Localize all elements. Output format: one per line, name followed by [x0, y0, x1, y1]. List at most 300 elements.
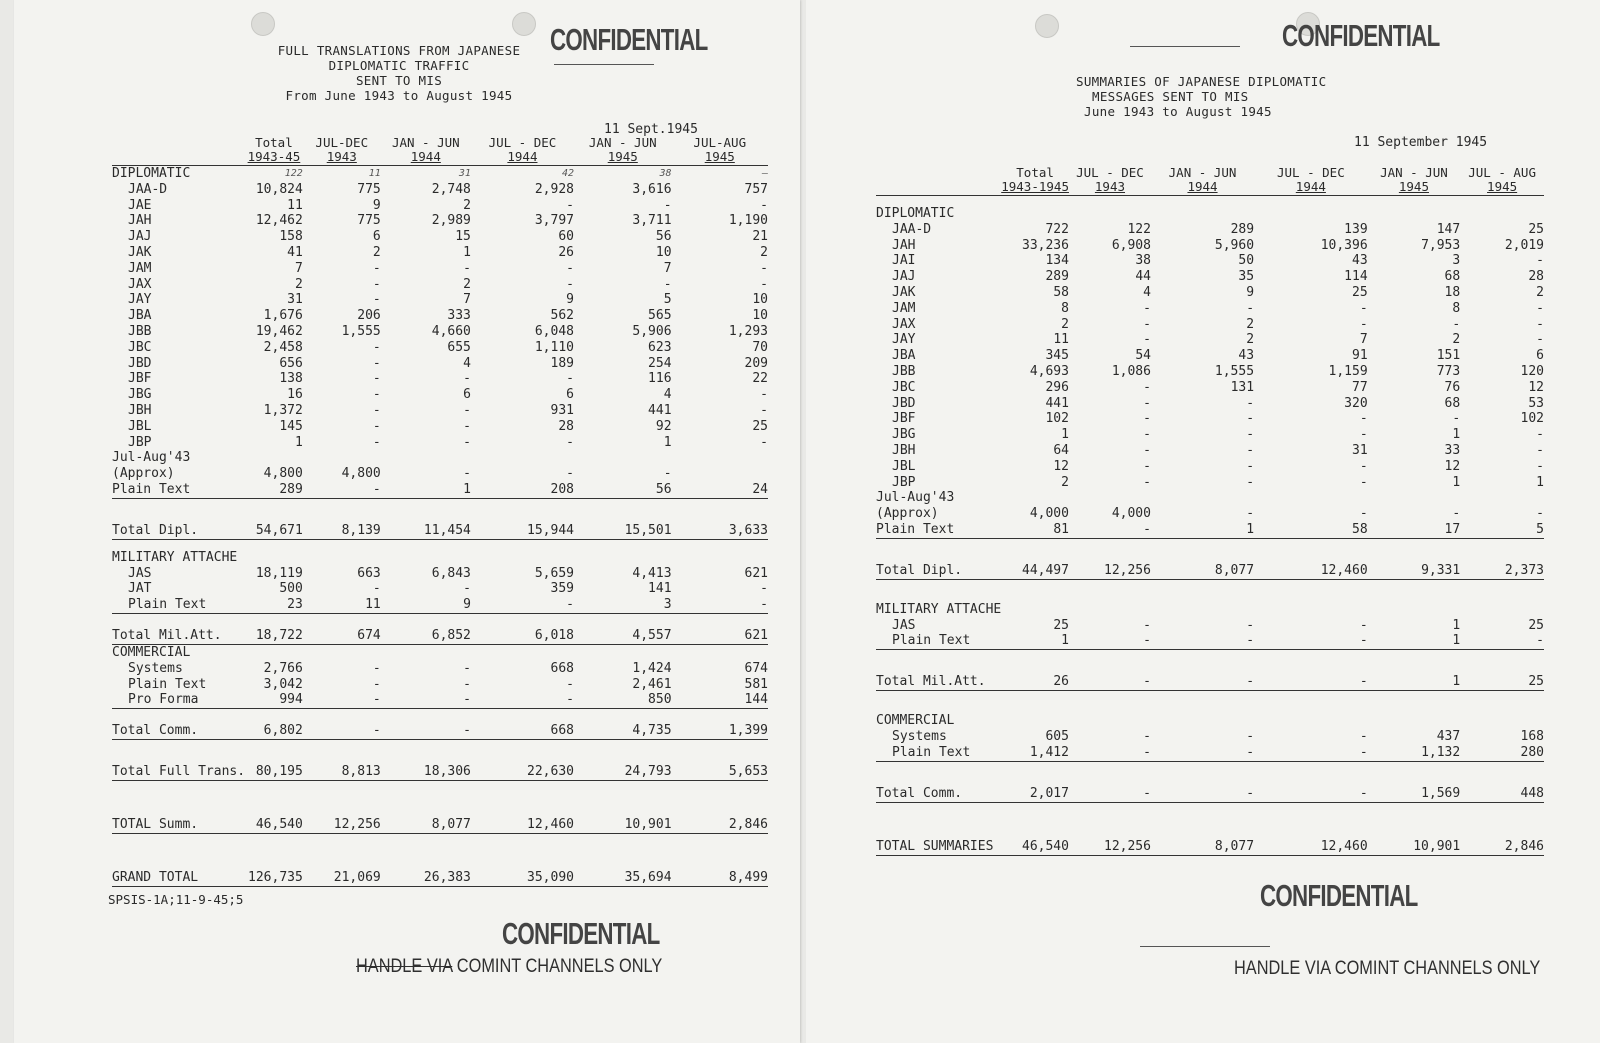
row-value: 6,048 — [534, 323, 574, 339]
row-value: 92 — [655, 418, 672, 434]
row-value: - — [760, 276, 768, 292]
spacer-cell — [1151, 650, 1254, 661]
spacer-cell — [471, 834, 574, 857]
row-label: Total Comm. — [876, 772, 1001, 803]
row-value: 25 — [1460, 660, 1544, 691]
row-label: JBP — [128, 434, 152, 450]
row-label: Total Mil.Att. — [876, 660, 1001, 691]
row-value: 46,540 — [245, 803, 303, 834]
row-value: - — [463, 418, 471, 434]
row-value: 56 — [655, 229, 672, 245]
row-value: 102 — [1045, 411, 1069, 427]
empty-cell — [1069, 713, 1151, 729]
spacer-cell — [303, 498, 381, 509]
spacer-cell — [245, 834, 303, 857]
row-value: - — [1359, 506, 1368, 522]
column-header-period: JUL - DEC — [1276, 165, 1345, 180]
row-value: - — [1246, 411, 1255, 427]
spacer-cell — [1460, 196, 1544, 207]
row-value: 120 — [1520, 363, 1544, 379]
row-value: - — [1359, 617, 1368, 633]
row-value: 12,460 — [1254, 549, 1368, 580]
empty-cell — [672, 644, 768, 660]
table-header-row — [112, 136, 768, 166]
section-label: DIPLOMATIC — [876, 206, 955, 221]
spacer-cell — [303, 781, 381, 804]
row-value: 10 — [752, 308, 768, 324]
row-value: 12 — [1528, 379, 1544, 395]
row-value: 2,766 — [263, 660, 303, 676]
table-row — [876, 238, 1544, 254]
row-value: 10,396 — [1320, 237, 1368, 253]
row-value: 58 — [1254, 522, 1368, 538]
spacer-cell — [1460, 538, 1544, 549]
row-value: 25 — [1053, 617, 1069, 633]
row-value: 4,660 — [431, 323, 471, 339]
total-row — [112, 613, 768, 644]
spacer-cell — [112, 498, 245, 509]
table-row — [112, 261, 768, 277]
row-value: - — [1143, 617, 1151, 633]
row-value: 1,190 — [728, 213, 768, 229]
row-value: 4,557 — [574, 613, 672, 644]
empty-cell — [1001, 206, 1069, 222]
column-header-year: 1945 — [704, 149, 735, 164]
spacer-cell — [574, 834, 672, 857]
section-row — [876, 206, 1544, 222]
row-value: 9 — [381, 597, 471, 613]
row-value: 9 — [372, 197, 381, 213]
row-label: JBP — [892, 474, 916, 490]
row-value: 2 — [1061, 316, 1069, 332]
spacer-row — [112, 740, 768, 751]
table-row — [876, 364, 1544, 380]
spacer-row — [876, 538, 1544, 549]
row-value: 31 — [287, 292, 303, 308]
row-value: - — [463, 371, 471, 387]
spacer-cell — [112, 539, 245, 550]
row-label: JBC — [128, 339, 152, 355]
row-value: 58 — [1053, 284, 1069, 300]
table-row — [876, 253, 1544, 269]
handling-caveat: HANDLE VIA COMINT CHANNELS ONLY — [1234, 958, 1541, 979]
row-value: 6 — [463, 387, 471, 403]
spacer-cell — [1368, 691, 1461, 714]
empty-cell — [1368, 602, 1461, 618]
row-label: JAK — [892, 284, 916, 300]
row-value: 2 — [1452, 332, 1461, 348]
row-label: JAY — [128, 292, 152, 308]
spacer-cell — [471, 498, 574, 509]
row-value: 43 — [1352, 253, 1368, 269]
row-value: - — [1536, 300, 1544, 316]
total-row — [112, 750, 768, 781]
row-label: Plain Text — [876, 745, 1001, 761]
spacer-cell — [1368, 538, 1461, 549]
spacer-cell — [1151, 761, 1254, 772]
table-row — [876, 285, 1544, 301]
row-value: 46,540 — [1001, 825, 1069, 856]
row-value: 2,373 — [1460, 549, 1544, 580]
table-row — [112, 213, 768, 229]
row-value: 53 — [1528, 395, 1544, 411]
row-value: - — [1254, 633, 1368, 649]
column-header — [1069, 166, 1151, 196]
row-label: JBB — [892, 363, 916, 379]
row-value: 722 — [1045, 221, 1069, 237]
empty-cell — [471, 644, 574, 660]
empty-cell — [1001, 602, 1069, 618]
spacer-cell — [381, 498, 471, 509]
row-label: (Approx) — [876, 506, 939, 522]
spacer-cell — [1368, 650, 1461, 661]
row-label: JAA-D — [128, 181, 168, 197]
table-row — [112, 435, 768, 451]
row-value: 1,555 — [341, 323, 381, 339]
row-value: 12,256 — [303, 803, 381, 834]
row-value: 19,462 — [255, 323, 303, 339]
row-value: - — [463, 434, 471, 450]
row-value: - — [1254, 772, 1368, 803]
right-page — [806, 0, 1600, 1043]
row-value: - — [1359, 411, 1368, 427]
row-value: 24 — [672, 482, 768, 498]
row-value: 254 — [648, 355, 672, 371]
row-value: 91 — [1352, 348, 1368, 364]
row-value: - — [1246, 728, 1255, 744]
row-value: 8,499 — [672, 856, 768, 887]
row-label: Jul-Aug'43 — [112, 450, 191, 466]
row-value: 605 — [1045, 728, 1069, 744]
row-value: - — [372, 660, 381, 676]
column-header — [574, 136, 672, 166]
row-label: JBF — [128, 371, 152, 387]
column-header-year: 1944 — [507, 149, 538, 164]
row-value: 7 — [1359, 332, 1368, 348]
left-page — [14, 0, 800, 1043]
table-row — [112, 692, 768, 708]
row-label: JBG — [128, 387, 152, 403]
row-value: 28 — [1528, 269, 1544, 285]
row-value: - — [1151, 745, 1254, 761]
row-label: JBL — [128, 418, 152, 434]
row-value: 126,735 — [245, 856, 303, 887]
spacer-cell — [672, 498, 768, 509]
empty-cell — [1151, 206, 1254, 222]
row-value: 12,256 — [1069, 549, 1151, 580]
spacer-cell — [1001, 802, 1069, 825]
row-value: 25 — [1528, 221, 1544, 237]
row-label: Jul-Aug'43 — [876, 490, 955, 506]
row-value: 1 — [1452, 617, 1461, 633]
row-value: 114 — [1344, 269, 1368, 285]
row-value: 12 — [1444, 458, 1461, 474]
row-value: 668 — [471, 709, 574, 740]
right-date: 11 September 1945 — [1354, 135, 1488, 150]
spacer-cell — [1001, 196, 1069, 207]
row-value: - — [1452, 411, 1461, 427]
empty-cell — [1460, 602, 1544, 618]
row-value: 9 — [566, 292, 574, 308]
row-value: 12,256 — [1069, 825, 1151, 856]
row-label: Total Dipl. — [112, 509, 245, 540]
row-value: - — [1143, 728, 1151, 744]
title-line: SENT TO MIS — [355, 73, 443, 88]
column-header-period: JAN - JUN — [391, 135, 460, 150]
row-value: 15 — [455, 229, 471, 245]
row-value: - — [1069, 745, 1151, 761]
spacer-cell — [1001, 538, 1069, 549]
row-value: 24,793 — [574, 750, 672, 781]
section-label: COMMERCIAL — [112, 644, 191, 660]
row-value: 1 — [1452, 427, 1461, 443]
row-value: 147 — [1436, 221, 1461, 237]
empty-cell — [574, 450, 672, 466]
row-value: 168 — [1520, 728, 1544, 744]
row-value: 8 — [1452, 300, 1461, 316]
spacer-cell — [1460, 650, 1544, 661]
row-value: - — [566, 276, 574, 292]
total-row — [876, 660, 1544, 691]
spacer-cell — [1368, 579, 1461, 602]
spacer-cell — [1254, 538, 1368, 549]
row-value: - — [381, 692, 471, 708]
row-value: 35,090 — [471, 856, 574, 887]
row-value: 208 — [471, 482, 574, 498]
row-value: 2,017 — [1001, 772, 1069, 803]
row-value: - — [372, 260, 381, 276]
row-value: 11 — [1053, 332, 1069, 348]
spacer-cell — [1151, 579, 1254, 602]
row-label: JBL — [892, 458, 916, 474]
column-header — [1368, 166, 1461, 196]
row-value: 22,630 — [471, 750, 574, 781]
row-value: 4 — [463, 355, 471, 371]
row-label: Plain Text — [876, 522, 1001, 538]
column-header-year: 1944 — [1187, 179, 1218, 194]
row-value: 11 — [303, 597, 381, 613]
spacer-cell — [1069, 196, 1151, 207]
row-label: JBH — [128, 402, 152, 418]
row-value: 2 — [1536, 284, 1544, 300]
row-value: 280 — [1460, 745, 1544, 761]
row-value: 8 — [1061, 300, 1069, 316]
column-header-period: JAN - JUN — [1380, 165, 1448, 180]
row-label: JAT — [128, 581, 152, 597]
row-value: 674 — [303, 613, 381, 644]
empty-cell — [1254, 602, 1368, 618]
right-title — [1076, 74, 1346, 119]
row-value: 3,633 — [672, 509, 768, 540]
total-row — [112, 803, 768, 834]
row-value: - — [1246, 427, 1255, 443]
total-row — [112, 709, 768, 740]
table-row — [112, 182, 768, 198]
row-value: - — [1246, 442, 1255, 458]
table-row — [112, 597, 768, 613]
table-row — [112, 450, 768, 466]
spacer-cell — [574, 539, 672, 550]
row-value: 6,843 — [431, 565, 471, 581]
table-row — [112, 419, 768, 435]
row-value: 9 — [1246, 284, 1255, 300]
row-label: JBH — [892, 442, 916, 458]
spacer-cell — [1254, 802, 1368, 825]
row-value: 8,139 — [303, 509, 381, 540]
row-value: - — [303, 482, 381, 498]
row-label: Plain Text — [876, 633, 1001, 649]
spacer-cell — [876, 761, 1001, 772]
column-header — [245, 136, 303, 166]
row-value: - — [1246, 395, 1255, 411]
handwritten-note: — — [761, 168, 768, 179]
table-row — [876, 222, 1544, 238]
row-value: 56 — [574, 482, 672, 498]
spacer-cell — [245, 781, 303, 804]
row-value: 2,928 — [534, 181, 574, 197]
row-value: 12 — [1053, 458, 1069, 474]
column-header-period: JUL - DEC — [488, 135, 557, 150]
row-value: - — [1143, 458, 1151, 474]
row-value: - — [1536, 316, 1544, 332]
row-value: - — [1143, 395, 1151, 411]
row-value: - — [1359, 427, 1368, 443]
row-value: 1,293 — [728, 323, 768, 339]
row-value: 189 — [550, 355, 574, 371]
row-value: 122 — [1127, 221, 1151, 237]
row-value: 35,694 — [574, 856, 672, 887]
row-value: - — [1143, 411, 1151, 427]
row-value: 345 — [1045, 348, 1069, 364]
spacer-cell — [672, 539, 768, 550]
column-header-period: JAN - JUN — [1168, 165, 1237, 180]
empty-cell — [1069, 490, 1151, 506]
row-value: 1 — [1061, 427, 1069, 443]
table-row — [876, 348, 1544, 364]
row-value: - — [1151, 633, 1254, 649]
table-row — [876, 633, 1544, 649]
row-value: - — [1143, 474, 1151, 490]
row-value: - — [1460, 633, 1544, 649]
row-value: - — [1536, 442, 1544, 458]
row-value: 134 — [1045, 253, 1069, 269]
column-header-year: 1944 — [410, 149, 441, 164]
empty-cell — [672, 550, 768, 566]
row-value: 26 — [558, 244, 574, 260]
table-row — [876, 490, 1544, 506]
empty-cell — [1001, 490, 1069, 506]
row-value: 500 — [279, 581, 303, 597]
table-row — [876, 729, 1544, 745]
empty-cell — [1460, 713, 1544, 729]
row-value: 994 — [245, 692, 303, 708]
row-value: 1,424 — [632, 660, 672, 676]
confidential-stamp: CONFIDENTIAL — [550, 22, 708, 57]
spacer-cell — [672, 834, 768, 857]
row-value: - — [1452, 506, 1461, 522]
row-label: Total Comm. — [112, 709, 245, 740]
table-row — [876, 411, 1544, 427]
table-row — [112, 403, 768, 419]
row-label: JAX — [128, 276, 152, 292]
row-value: 289 — [1230, 221, 1255, 237]
confidential-stamp: CONFIDENTIAL — [1282, 18, 1440, 53]
row-value: 623 — [648, 339, 672, 355]
row-value: - — [1246, 474, 1255, 490]
row-value: 437 — [1436, 728, 1461, 744]
spacer-cell — [1460, 579, 1544, 602]
table-row — [876, 745, 1544, 761]
row-value: 663 — [357, 565, 381, 581]
row-value: 35 — [1238, 269, 1255, 285]
row-value: - — [1151, 772, 1254, 803]
row-value: 773 — [1436, 363, 1461, 379]
row-value: 581 — [744, 676, 768, 692]
row-value: 8,077 — [1151, 825, 1254, 856]
table-row — [112, 277, 768, 293]
row-value: 3 — [1452, 253, 1461, 269]
row-value: - — [1359, 474, 1368, 490]
row-value: - — [463, 660, 471, 676]
row-value: 931 — [550, 402, 574, 418]
row-value: - — [463, 581, 471, 597]
row-value: 4,000 — [1111, 506, 1151, 522]
empty-cell — [574, 644, 672, 660]
row-value: - — [760, 581, 768, 597]
row-value: 1 — [1536, 474, 1544, 490]
table-row — [876, 475, 1544, 491]
row-value: - — [1246, 300, 1255, 316]
spacer-cell — [1069, 538, 1151, 549]
handwritten-note: 38 — [659, 168, 672, 179]
column-header-year: 1945 — [1398, 179, 1429, 194]
row-value: 2 — [760, 244, 768, 260]
row-value: 1,159 — [1328, 363, 1368, 379]
row-value: - — [1246, 458, 1255, 474]
spacer-row — [876, 196, 1544, 207]
column-header-year: 1945 — [1487, 179, 1518, 194]
title-line: June 1943 to August 1945 — [1084, 104, 1272, 119]
header-blank — [112, 136, 245, 166]
row-value: 7,953 — [1421, 237, 1461, 253]
row-value: - — [463, 466, 471, 482]
stamp-strike — [1140, 946, 1270, 947]
spacer-cell — [1460, 691, 1544, 714]
row-value: 4,800 — [341, 466, 381, 482]
column-header-period: JUL - DEC — [1076, 165, 1144, 180]
row-label: TOTAL Summ. — [112, 803, 245, 834]
column-header — [471, 136, 574, 166]
handling-rest: COMINT CHANNELS ONLY — [452, 956, 663, 977]
empty-cell — [1460, 490, 1544, 506]
spacer-cell — [876, 196, 1001, 207]
empty-cell — [381, 550, 471, 566]
spacer-cell — [112, 834, 245, 857]
row-value: 5,906 — [632, 323, 672, 339]
row-value: 2,846 — [1460, 825, 1544, 856]
row-value: 141 — [648, 581, 672, 597]
section-row — [112, 550, 768, 566]
row-value: - — [303, 709, 381, 740]
row-value: 1,569 — [1368, 772, 1461, 803]
row-label: Systems — [128, 660, 183, 676]
row-label: Total Mil.Att. — [112, 613, 245, 644]
spacer-cell — [1254, 650, 1368, 661]
spacer-cell — [112, 740, 245, 751]
row-value: 621 — [744, 565, 768, 581]
row-value: 2,989 — [431, 213, 471, 229]
row-value: 6,908 — [1111, 237, 1151, 253]
